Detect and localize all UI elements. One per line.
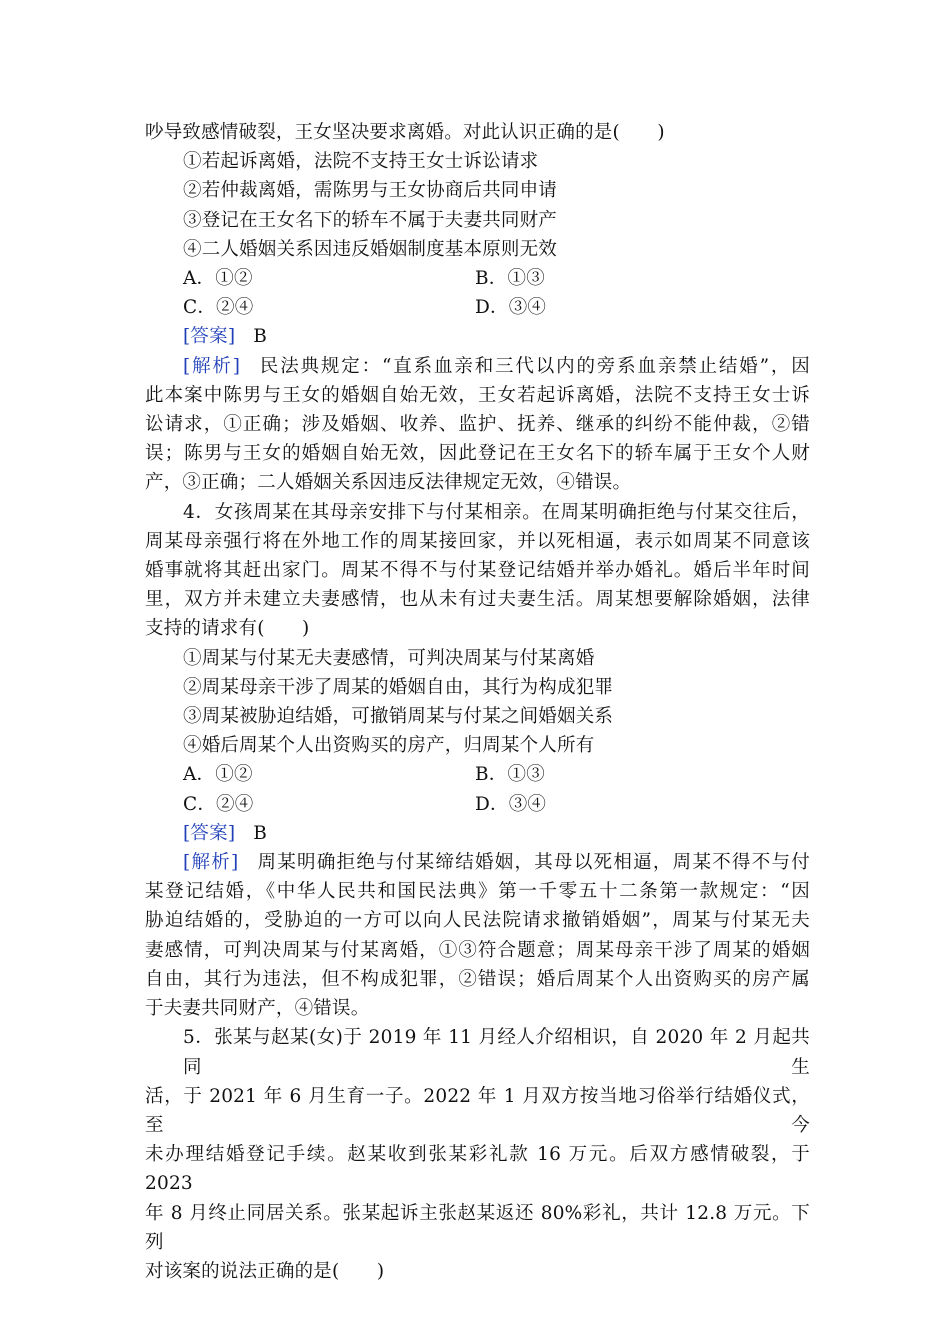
q4-stem-line-5: 支持的请求有( ) — [145, 618, 310, 640]
q3-analysis-line-4: 误；陈男与王女的婚姻自始无效，因此登记在王女名下的轿车属于王女个人财 — [145, 443, 810, 465]
q4-item-4: ④婚后周某个人出资购买的房产，归周某个人所有 — [183, 735, 595, 757]
q4-options-row-1 — [145, 760, 810, 789]
analysis-text: 周某明确拒绝与付某缔结婚姻，其母以死相逼，周某不得不与付 — [256, 852, 810, 874]
q3-item-3: ③登记在王女名下的轿车不属于夫妻共同财产 — [183, 209, 558, 231]
analysis-label: [解析] — [183, 355, 241, 377]
q4-options-row-2 — [145, 790, 810, 819]
q5-stem-line-3: 未办理结婚登记手续。赵某收到张某彩礼款 16 万元。后双方感情破裂，于 2023 — [145, 1144, 810, 1195]
q4-stem-line-4: 里，双方并未建立夫妻感情，也从未有过夫妻生活。周某想要解除婚姻，法律 — [145, 589, 810, 611]
q3-stem-tail: 吵导致感情破裂，王女坚决要求离婚。对此认识正确的是( ) — [145, 122, 665, 143]
q3-option-a: A．①② — [183, 268, 253, 290]
q4-option-a: A．①② — [183, 764, 253, 786]
q5-stem-line-4: 年 8 月终止同居关系。张某起诉主张赵某返还 80%彩礼，共计 12.8 万元。下列 — [145, 1202, 810, 1253]
q4-option-d: D．③④ — [475, 793, 547, 815]
q4-answer — [145, 819, 810, 848]
q3-option-c: C．②④ — [183, 297, 254, 319]
q3-analysis-line-1 — [145, 352, 810, 381]
q4-stem-line-3: 婚事就将其赶出家门。周某不得不与付某登记结婚并举办婚礼。婚后半年时间 — [145, 560, 810, 582]
analysis-label: [解析] — [183, 852, 239, 874]
q3-analysis-line-5: 产，③正确；二人婚姻关系因违反法律规定无效，④错误。 — [145, 472, 632, 494]
answer-label: [答案] — [183, 822, 236, 844]
q3-item-2: ②若仲裁离婚，需陈男与王女协商后共同申请 — [183, 180, 558, 202]
q5-stem-line-5: 对该案的说法正确的是( ) — [145, 1260, 385, 1282]
q4-option-b: B．①③ — [475, 764, 545, 786]
q4-analysis-line-2: 某登记结婚，《中华人民共和国民法典》第一千零五十二条第一款规定：“因 — [145, 881, 810, 903]
q4-analysis-line-3: 胁迫结婚的，受胁迫的一方可以向人民法院请求撤销婚姻”，周某与付某无夫 — [145, 910, 810, 932]
q4-analysis-line-4: 妻感情，可判决周某与付某离婚，①③符合题意；周某母亲干涉了周某的婚姻 — [145, 939, 810, 961]
q4-stem-line-2: 周某母亲强行将在外地工作的周某接回家，并以死相逼，表示如周某不同意该 — [145, 530, 810, 552]
analysis-text: 民法典规定：“直系血亲和三代以内的旁系血亲禁止结婚”，因 — [258, 355, 810, 377]
q4-analysis-line-6: 于夫妻共同财产，④错误。 — [145, 998, 370, 1020]
q5-stem-line-1: 5．张某与赵某(女)于 2019 年 11 月经人介绍相识，自 2020 年 2 月起共同生 — [183, 1027, 810, 1078]
q4-item-3: ③周某被胁迫结婚，可撤销周某与付某之间婚姻关系 — [183, 706, 614, 728]
q3-option-b: B．①③ — [475, 268, 545, 290]
q4-item-1: ①周某与付某无夫妻感情，可判决周某与付某离婚 — [183, 647, 595, 669]
q4-stem-line-1: 4．女孩周某在其母亲安排下与付某相亲。在周某明确拒绝与付某交往后， — [183, 501, 810, 523]
q5-stem-line-2: 活，于 2021 年 6 月生育一子。2022 年 1 月双方按当地习俗举行结婚仪式，至今 — [145, 1085, 810, 1136]
q4-analysis-line-1 — [145, 848, 810, 877]
q3-options-row-2 — [145, 293, 810, 322]
q4-item-2: ②周某母亲干涉了周某的婚姻自由，其行为构成犯罪 — [183, 676, 614, 698]
q3-analysis-line-2: 此本案中陈男与王女的婚姻自始无效，王女若起诉离婚，法院不支持王女士诉 — [145, 384, 810, 406]
q3-analysis-line-3: 讼请求，①正确；涉及婚姻、收养、监护、抚养、继承的纠纷不能仲裁，②错 — [145, 414, 810, 436]
q4-option-c: C．②④ — [183, 793, 254, 815]
q3-item-1: ①若起诉离婚，法院不支持王女士诉讼请求 — [183, 151, 539, 173]
answer-value: B — [253, 326, 268, 348]
document-page — [145, 118, 810, 1286]
q4-analysis-line-5: 自由，其行为违法，但不构成犯罪，②错误；婚后周某个人出资购买的房产属 — [145, 968, 810, 990]
q3-item-4: ④二人婚姻关系因违反婚姻制度基本原则无效 — [183, 238, 558, 260]
q3-answer — [145, 322, 810, 351]
q3-options-row-1 — [145, 264, 810, 293]
answer-label: [答案] — [183, 326, 236, 348]
answer-value: B — [253, 822, 268, 844]
q3-option-d: D．③④ — [475, 297, 547, 319]
